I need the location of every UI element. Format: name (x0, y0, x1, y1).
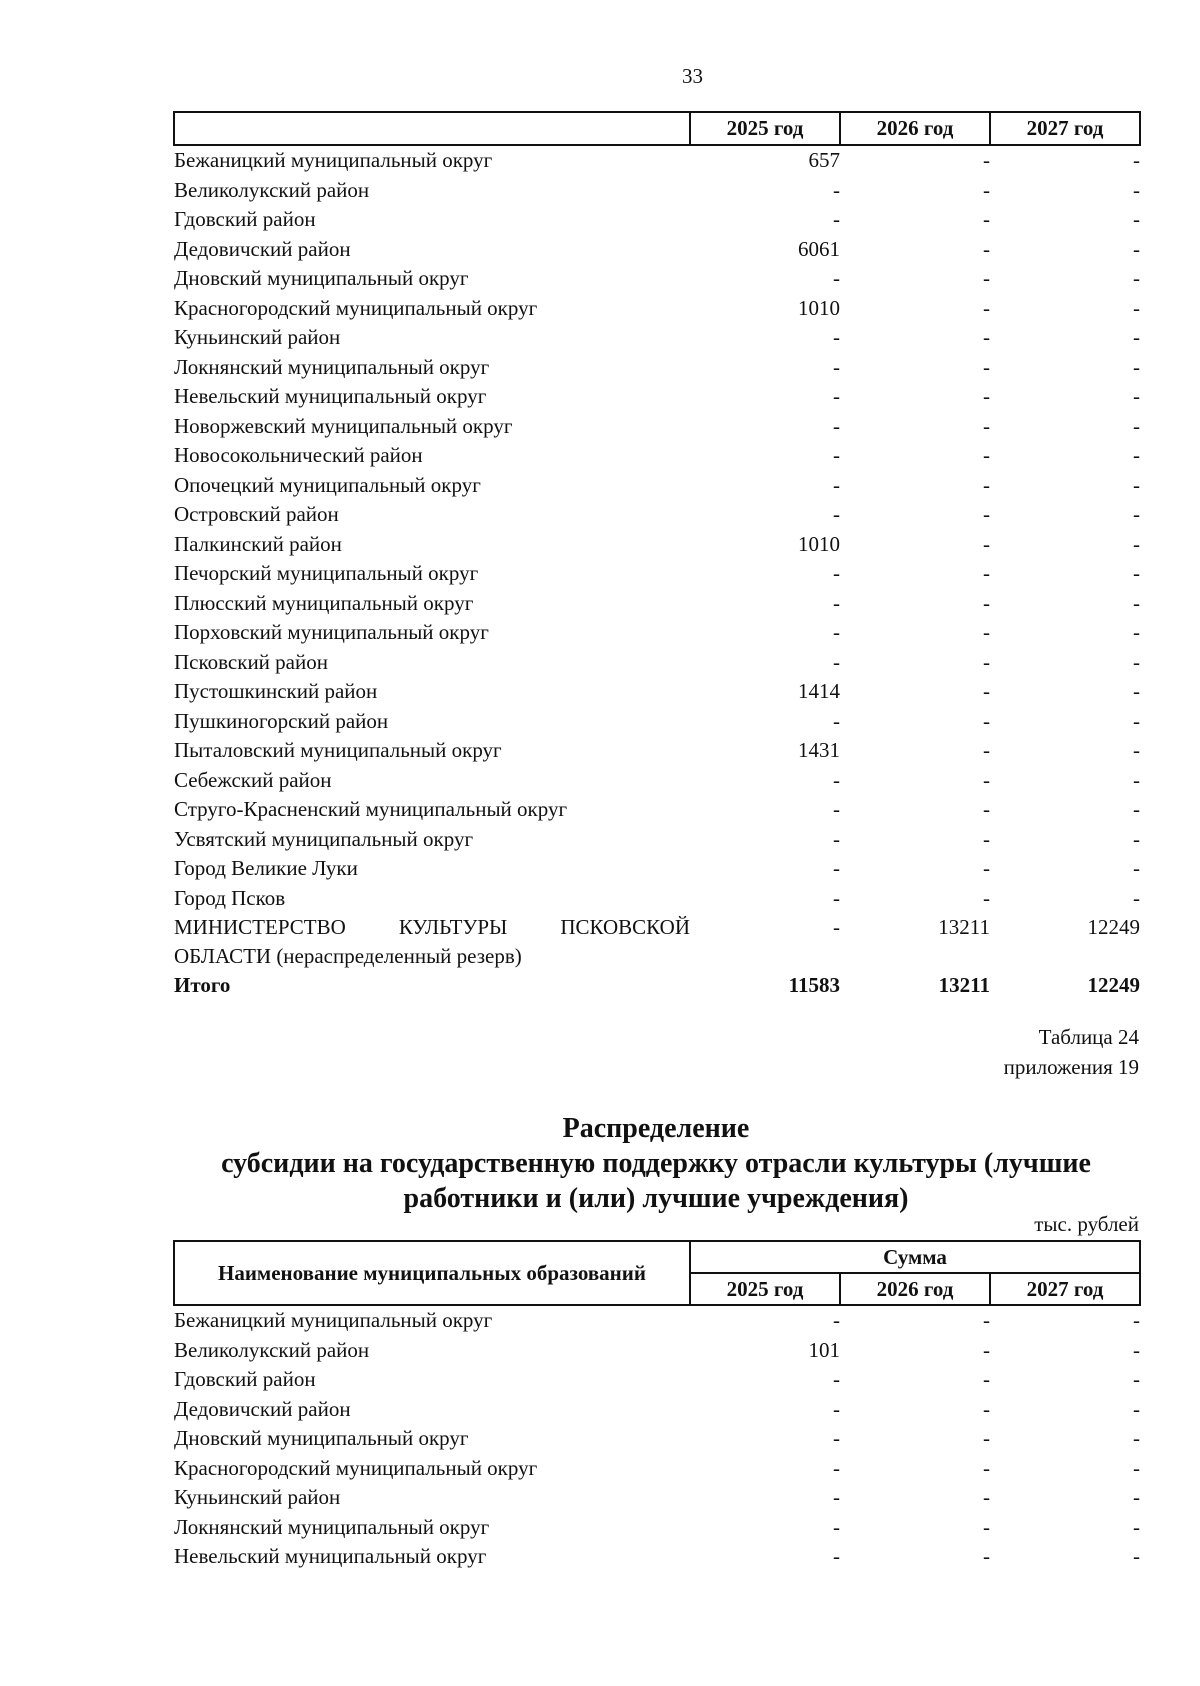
units-label: тыс. рублей (1034, 1212, 1139, 1236)
value-2027: - (1133, 1337, 1141, 1362)
value-2027: - (1133, 531, 1140, 556)
value-2026: - (983, 1544, 990, 1568)
section-title: Распределение (562, 1113, 750, 1144)
value-2027: - (1133, 1455, 1141, 1480)
header-2025: 2025 год (690, 1273, 840, 1305)
value-2026: - (983, 767, 990, 792)
value-2027: - (1133, 354, 1140, 379)
value-2027: - (1133, 1485, 1141, 1509)
value-2025: - (833, 443, 840, 467)
region-name: Бежаницкий муниципальный округ (174, 1308, 493, 1332)
region-name: Пустошкинский район (174, 679, 378, 703)
value-2027: - (1133, 561, 1140, 585)
value-2026: - (983, 148, 990, 172)
value-2027: - (1133, 620, 1140, 644)
total-2027: 12249 (1087, 973, 1140, 997)
value-2026: - (983, 354, 990, 379)
table-caption-number: Таблица 24 (1038, 1025, 1139, 1049)
value-2025: - (833, 856, 840, 880)
region-name: Город Великие Луки (174, 856, 358, 880)
region-name: Великолукский район (174, 177, 370, 202)
value-2025: - (833, 826, 840, 851)
ministry-name-line1: МИНИСТЕРСТВО КУЛЬТУРЫ ПСКОВСКОЙ (174, 915, 690, 939)
table-row (174, 412, 1140, 442)
value-2027: - (1133, 767, 1140, 792)
value-2026: - (983, 177, 990, 202)
header-name-column: Наименование муниципальных образований (174, 1241, 690, 1305)
table-row (174, 471, 1140, 501)
value-2025: - (833, 266, 840, 290)
value-2026: - (983, 856, 990, 880)
table-row (174, 825, 1140, 855)
table-row (174, 323, 1140, 353)
table-caption-appendix: приложения 19 (1003, 1055, 1139, 1079)
ministry-2027: 12249 (1087, 915, 1140, 939)
region-name: Гдовский район (174, 207, 316, 231)
region-name: Невельский муниципальный округ (174, 384, 487, 408)
table-row (174, 353, 1140, 383)
value-2025: - (833, 1308, 840, 1332)
ministry-name-line2: ОБЛАСТИ (нераспределенный резерв) (174, 944, 522, 968)
value-2025: - (833, 620, 840, 644)
value-2025: 657 (808, 148, 840, 172)
value-2025: - (833, 590, 840, 615)
region-name: Новосокольнический район (174, 443, 423, 467)
value-2027: - (1133, 266, 1140, 290)
table-row (174, 145, 1140, 176)
table-body (174, 1305, 1140, 1572)
table-row (174, 235, 1140, 265)
table-row (174, 589, 1140, 619)
value-2026: - (983, 1367, 990, 1391)
table-row (174, 530, 1140, 560)
subsidy-table-23 (173, 111, 1141, 1001)
region-name: Локнянский муниципальный округ (174, 354, 490, 379)
table-row (174, 766, 1140, 796)
region-name: Дедовичский район (174, 236, 351, 261)
table-row (174, 1454, 1140, 1484)
region-name: Палкинский район (174, 531, 342, 556)
value-2027: - (1133, 1426, 1141, 1450)
value-2025: - (833, 1485, 840, 1509)
region-name: Плюсский муниципальный округ (174, 590, 474, 615)
table-row (174, 736, 1140, 766)
table-row (174, 500, 1140, 530)
value-2025: - (833, 1426, 840, 1450)
table-row (174, 1336, 1140, 1366)
value-2025: - (833, 1455, 840, 1480)
value-2027: - (1133, 207, 1140, 231)
region-name: Город Псков (174, 885, 286, 910)
value-2025: - (833, 1367, 840, 1391)
value-2025: - (833, 325, 840, 349)
value-2026: - (983, 1396, 990, 1421)
value-2026: - (983, 1485, 990, 1509)
value-2025: 6061 (798, 236, 840, 261)
value-2025: - (833, 885, 840, 910)
ministry-2025: - (833, 915, 840, 939)
value-2026: - (983, 620, 990, 644)
value-2026: - (983, 738, 990, 762)
region-name: Гдовский район (174, 1367, 316, 1391)
table-header-row (174, 1241, 1140, 1273)
value-2027: - (1133, 679, 1140, 703)
header-2026: 2026 год (840, 1273, 990, 1305)
table-row (174, 176, 1140, 206)
value-2026: - (983, 266, 990, 290)
page-number: 33 (682, 64, 703, 88)
region-name: Великолукский район (174, 1337, 370, 1362)
table-row (174, 795, 1140, 825)
value-2027: - (1133, 177, 1140, 202)
section-subtitle-line2: работники и (или) лучшие учреждения) (403, 1183, 909, 1214)
total-2025: 11583 (788, 973, 840, 997)
value-2027: - (1133, 502, 1140, 526)
table-row (174, 1483, 1140, 1513)
value-2026: - (983, 207, 990, 231)
value-2026: - (983, 1514, 990, 1539)
value-2025: - (833, 413, 840, 438)
table-row (174, 854, 1140, 884)
value-2027: - (1133, 1308, 1141, 1332)
value-2027: - (1133, 236, 1140, 261)
ministry-2026: 13211 (938, 915, 990, 939)
value-2027: - (1133, 797, 1140, 821)
table-row (174, 1305, 1140, 1336)
region-name: Опочецкий муниципальный округ (174, 472, 481, 497)
value-2027: - (1133, 384, 1140, 408)
table-row (174, 618, 1140, 648)
value-2026: - (983, 590, 990, 615)
table-row (174, 1365, 1140, 1395)
value-2027: - (1133, 649, 1140, 674)
value-2025: - (833, 1396, 840, 1421)
value-2027: - (1133, 708, 1140, 733)
value-2026: - (983, 649, 990, 674)
region-name: Струго-Красненский муниципальный округ (174, 797, 568, 821)
value-2025: - (833, 472, 840, 497)
region-name: Дедовичский район (174, 1396, 351, 1421)
value-2027: - (1133, 856, 1140, 880)
value-2027: - (1133, 295, 1140, 320)
value-2025: - (833, 1514, 840, 1539)
value-2026: - (983, 531, 990, 556)
table-row (174, 205, 1140, 235)
region-name: Псковский район (174, 649, 328, 674)
table-row (174, 441, 1140, 471)
value-2026: - (983, 708, 990, 733)
region-name: Куньинский район (174, 1485, 341, 1509)
table-row (174, 1424, 1140, 1454)
value-2026: - (983, 561, 990, 585)
header-sum: Сумма (690, 1241, 1140, 1273)
value-2026: - (983, 413, 990, 438)
value-2027: - (1133, 325, 1140, 349)
value-2027: - (1133, 826, 1140, 851)
value-2025: 1010 (798, 531, 840, 556)
value-2026: - (983, 1337, 990, 1362)
value-2025: - (833, 207, 840, 231)
value-2025: - (833, 354, 840, 379)
header-2027: 2027 год (990, 112, 1140, 145)
value-2026: - (983, 885, 990, 910)
value-2027: - (1133, 1367, 1141, 1391)
region-name: Куньинский район (174, 325, 341, 349)
region-name: Пушкиногорский район (174, 708, 389, 733)
ministry-name (174, 913, 690, 971)
value-2026: - (983, 236, 990, 261)
table-row (174, 707, 1140, 737)
total-row (174, 971, 1140, 1001)
table-row (174, 264, 1140, 294)
header-2025: 2025 год (690, 112, 840, 145)
table-row (174, 1542, 1140, 1572)
value-2025: 1431 (798, 738, 840, 762)
region-name: Новоржевский муниципальный округ (174, 413, 513, 438)
value-2027: - (1133, 1514, 1141, 1539)
value-2025: - (833, 797, 840, 821)
region-name: Пыталовский муниципальный округ (174, 738, 502, 762)
table-row (174, 294, 1140, 324)
value-2026: - (983, 502, 990, 526)
value-2025: - (833, 177, 840, 202)
value-2027: - (1133, 148, 1140, 172)
value-2025: - (833, 649, 840, 674)
value-2026: - (983, 679, 990, 703)
value-2026: - (983, 1426, 990, 1450)
value-2025: 101 (808, 1337, 840, 1362)
value-2027: - (1133, 1396, 1141, 1421)
value-2027: - (1133, 472, 1140, 497)
table-row (174, 648, 1140, 678)
value-2026: - (983, 472, 990, 497)
value-2026: - (983, 325, 990, 349)
value-2026: - (983, 826, 990, 851)
value-2027: - (1133, 738, 1140, 762)
value-2025: - (833, 384, 840, 408)
region-name: Усвятский муниципальный округ (174, 826, 474, 851)
value-2025: - (833, 767, 840, 792)
ministry-row (174, 913, 1140, 971)
total-label: Итого (174, 973, 231, 997)
total-2026: 13211 (938, 973, 990, 997)
value-2025: 1414 (798, 679, 840, 703)
header-2027: 2027 год (990, 1273, 1140, 1305)
region-name: Печорский муниципальный округ (174, 561, 479, 585)
table-row (174, 382, 1140, 412)
value-2025: 1010 (798, 295, 840, 320)
value-2026: - (983, 797, 990, 821)
region-name: Бежаницкий муниципальный округ (174, 148, 493, 172)
subsidy-table-24 (173, 1240, 1141, 1572)
value-2026: - (983, 1308, 990, 1332)
region-name: Красногородский муниципальный округ (174, 295, 538, 320)
table-row (174, 559, 1140, 589)
value-2027: - (1133, 443, 1140, 467)
table-row (174, 677, 1140, 707)
value-2025: - (833, 502, 840, 526)
value-2025: - (833, 1544, 840, 1568)
region-name: Островский район (174, 502, 339, 526)
value-2027: - (1133, 885, 1140, 910)
region-name: Себежский район (174, 767, 332, 792)
table-row (174, 1513, 1140, 1543)
header-name-column (174, 112, 690, 145)
table-body (174, 145, 1140, 913)
table-row (174, 1395, 1140, 1425)
value-2026: - (983, 1455, 990, 1480)
value-2027: - (1133, 1544, 1141, 1568)
table-header-row (174, 112, 1140, 145)
value-2025: - (833, 561, 840, 585)
header-2026: 2026 год (840, 112, 990, 145)
region-name: Локнянский муниципальный округ (174, 1514, 490, 1539)
value-2026: - (983, 295, 990, 320)
value-2027: - (1133, 413, 1140, 438)
region-name: Порховский муниципальный округ (174, 620, 489, 644)
value-2027: - (1133, 590, 1140, 615)
value-2026: - (983, 384, 990, 408)
section-subtitle-line1: субсидии на государственную поддержку отрасли культуры (лучшие (221, 1148, 1091, 1179)
region-name: Красногородский муниципальный округ (174, 1455, 538, 1480)
region-name: Дновский муниципальный округ (174, 266, 469, 290)
region-name: Невельский муниципальный округ (174, 1544, 487, 1568)
region-name: Дновский муниципальный округ (174, 1426, 469, 1450)
value-2026: - (983, 443, 990, 467)
table-row (174, 884, 1140, 914)
value-2025: - (833, 708, 840, 733)
